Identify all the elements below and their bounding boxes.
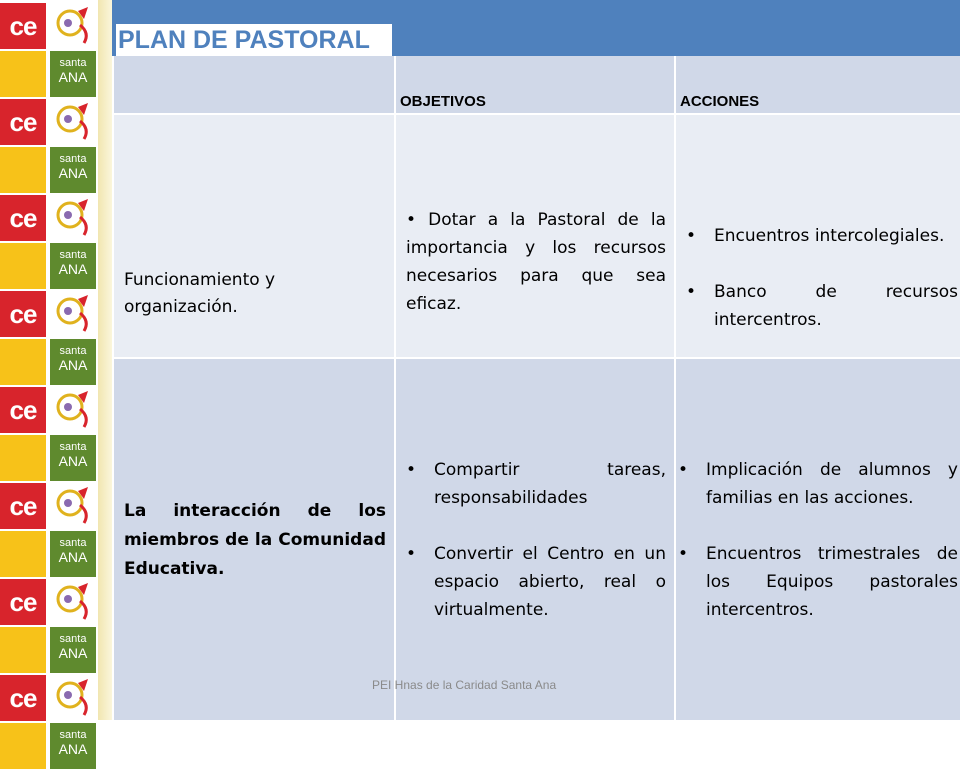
emblem-icon-svg: [50, 291, 96, 337]
emblem-icon: [50, 3, 96, 49]
santa-ana-logo-tile: [50, 723, 96, 769]
santa-label: santa: [59, 249, 87, 261]
objetivo-text: Compartir tareas, responsabilidades: [434, 460, 666, 508]
emblem-icon-svg: [50, 387, 96, 433]
header-cell-area: [114, 56, 396, 115]
plan-table: [114, 56, 960, 720]
ana-label: ANA: [58, 165, 88, 181]
yellow-tile: [0, 531, 46, 577]
emblem-icon-svg: [50, 579, 96, 625]
ce-logo-tile: ce: [0, 387, 46, 433]
bullet-icon: •: [686, 282, 697, 302]
emblem-icon: [50, 483, 96, 529]
bullet-icon: •: [406, 544, 417, 564]
emblem-icon-svg: [50, 99, 96, 145]
ana-label: ANA: [58, 741, 88, 757]
ce-logo-tile: ce: [0, 483, 46, 529]
bullet-icon: •: [678, 544, 689, 564]
list-item: [686, 222, 958, 250]
yellow-tile: [0, 339, 46, 385]
ana-label: ANA: [58, 549, 88, 565]
emblem-icon: [50, 579, 96, 625]
emblem-icon-svg: [50, 195, 96, 241]
area-label: La interacción de los miembros de la Comunidad Educativa.: [124, 501, 386, 579]
table-row-1-acciones: [676, 115, 960, 359]
table-row-1-area: [114, 115, 396, 359]
emblem-icon-svg: [50, 675, 96, 721]
acciones-list: [686, 222, 958, 334]
bullet-icon: •: [406, 460, 417, 480]
santa-ana-logo-tile: [50, 147, 96, 193]
santa-ana-logo-tile: [50, 627, 96, 673]
emblem-icon: [50, 675, 96, 721]
objetivo-text: Dotar a la Pastoral de la importancia y los recursos necesarios para que sea eficaz.: [406, 210, 666, 314]
emblem-icon: [50, 99, 96, 145]
emblem-icon: [50, 291, 96, 337]
ce-logo-tile: ce: [0, 99, 46, 145]
table-row-2-acciones: [676, 359, 960, 720]
ana-label: ANA: [58, 453, 88, 469]
santa-ana-logo-tile: [50, 531, 96, 577]
list-item: [678, 456, 958, 512]
santa-label: santa: [59, 57, 87, 69]
header-cell-acciones: [676, 56, 960, 115]
table-row-1-objetivos: [396, 115, 676, 359]
santa-label: santa: [59, 633, 87, 645]
ana-label: ANA: [58, 261, 88, 277]
emblem-icon-svg: [50, 3, 96, 49]
santa-label: santa: [59, 345, 87, 357]
list-item: [406, 456, 666, 512]
santa-label: santa: [59, 153, 87, 165]
list-item: [686, 278, 958, 334]
santa-ana-logo-tile: [50, 51, 96, 97]
yellow-tile: [0, 51, 46, 97]
santa-label: santa: [59, 729, 87, 741]
header-cell-objetivos: [396, 56, 676, 115]
strip-edge: [98, 0, 112, 720]
objetivos-list: [406, 456, 666, 624]
emblem-icon-svg: [50, 483, 96, 529]
objetivo-text: Convertir el Centro en un espacio abierto, real o virtualmente.: [434, 544, 666, 620]
header-label-objetivos: OBJETIVOS: [400, 93, 486, 110]
list-item: [406, 540, 666, 624]
santa-ana-logo-tile: [50, 339, 96, 385]
ce-logo-tile: ce: [0, 3, 46, 49]
header-label-acciones: ACCIONES: [680, 93, 760, 110]
emblem-icon: [50, 195, 96, 241]
yellow-tile: [0, 147, 46, 193]
yellow-tile: [0, 627, 46, 673]
ana-label: ANA: [58, 69, 88, 85]
list-item: [678, 540, 958, 624]
bullet-icon: •: [686, 226, 697, 246]
table-row-2-objetivos: [396, 359, 676, 720]
bullet-icon: •: [678, 460, 689, 480]
branding-strip: [0, 0, 112, 757]
accion-text: Banco de recursos intercentros.: [714, 282, 958, 330]
footer-text: PEI Hnas de la Caridad Santa Ana: [372, 678, 557, 692]
ana-label: ANA: [58, 357, 88, 373]
yellow-tile: [0, 243, 46, 289]
ce-logo-tile: ce: [0, 195, 46, 241]
accion-text: Implicación de alumnos y familias en las acciones.: [706, 460, 958, 508]
yellow-tile: [0, 435, 46, 481]
ce-logo-tile: ce: [0, 579, 46, 625]
area-label: Funcionamiento y organización.: [124, 270, 276, 317]
accion-text: Encuentros intercolegiales.: [714, 226, 945, 246]
yellow-tile: [0, 723, 46, 769]
ce-logo-tile: ce: [0, 675, 46, 721]
ana-label: ANA: [58, 645, 88, 661]
acciones-list: [678, 456, 958, 624]
accion-text: Encuentros trimestrales de los Equipos pastorales intercentros.: [706, 544, 958, 620]
santa-ana-logo-tile: [50, 243, 96, 289]
ce-logo-tile: ce: [0, 291, 46, 337]
objetivo-item: [406, 206, 666, 318]
table-row-2-area: [114, 359, 396, 720]
page-title: PLAN DE PASTORAL: [116, 24, 392, 56]
emblem-icon: [50, 387, 96, 433]
santa-label: santa: [59, 537, 87, 549]
santa-label: santa: [59, 441, 87, 453]
santa-ana-logo-tile: [50, 435, 96, 481]
bullet-icon: •: [406, 210, 429, 230]
